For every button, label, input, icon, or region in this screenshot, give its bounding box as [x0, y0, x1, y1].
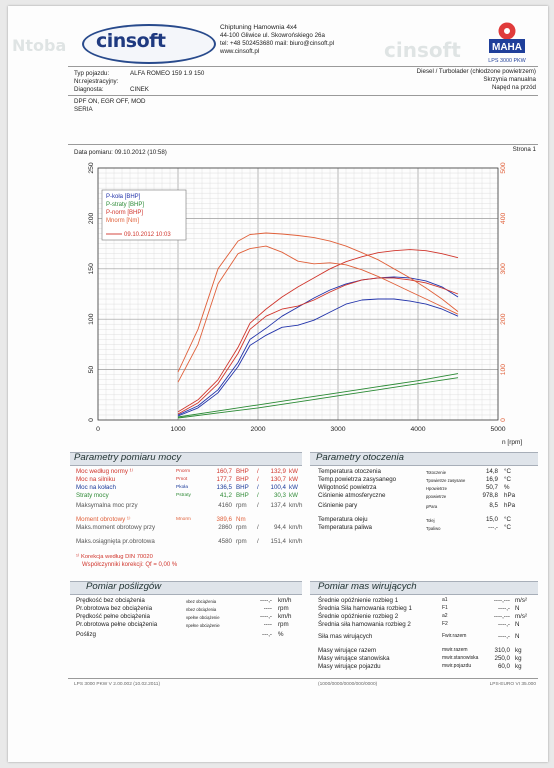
params-row-label: Straty mocy [76, 492, 109, 499]
params-row-unit: BHP [236, 484, 249, 491]
env-row-label: Ciśnienie pary [318, 502, 358, 509]
mass-row-value: ----,- [497, 605, 510, 612]
mass-row-unit: N [515, 633, 520, 640]
slip-row-unit: rpm [278, 605, 289, 612]
y-right-tick-label: 500 [500, 162, 507, 174]
x-axis-label: n [rpm] [502, 439, 523, 446]
env-row-symbol: pPara [426, 504, 438, 509]
x-tick-label: 4000 [410, 426, 426, 433]
mass-row-value: 310,0 [494, 647, 510, 654]
env-row-symbol: ppowietrze [426, 494, 447, 499]
mass-row-label: Masy wirujące razem [318, 647, 377, 654]
vehicle-type-label: Typ pojazdu: [74, 70, 110, 77]
params-row-value: 4580 [218, 538, 232, 545]
company-name: Chiptuning Hamownia 4x4 [220, 24, 297, 31]
slip-row-unit: km/h [278, 597, 292, 604]
env-row-symbol: Tolej [426, 518, 435, 523]
y-left-tick-label: 200 [88, 212, 95, 225]
params-row-separator: / [257, 538, 259, 545]
mass-row-unit: kg [515, 655, 522, 662]
mass-row-value: ----,--- [493, 597, 510, 604]
params-row-value-2: 151,4 [270, 538, 286, 545]
env-row-symbol: Totoczenie [426, 470, 447, 475]
background-watermark-left: Ntoba [12, 36, 67, 55]
mass-row-unit: kg [515, 647, 522, 654]
params-row-symbol: Pnorm [176, 469, 191, 474]
mass-row-label: Średnie opóźnienie rozbieg 1 [318, 597, 399, 604]
dyno-chart [72, 160, 542, 450]
company-website: www.cinsoft.pl [220, 48, 260, 55]
x-tick-label: 5000 [490, 426, 506, 433]
engine-type: Diesel / Turbolader (chłodzone powietrzem) [416, 68, 536, 75]
diagnostician-label: Diagnosta: [74, 86, 104, 93]
slip-row-unit: km/h [278, 613, 292, 620]
mass-row-value: 250,0 [494, 655, 510, 662]
params-row-unit-2: kW [289, 476, 298, 483]
slip-row-value: ----,- [259, 597, 272, 604]
series-line [178, 378, 458, 418]
y-left-tick-label: 50 [88, 365, 95, 374]
notes-line-2: SERIA [74, 106, 93, 113]
params-row-symbol: Pmot [176, 477, 188, 482]
page-number: Strona 1 [512, 146, 536, 153]
params-row-label: Moc na kołach [76, 484, 116, 491]
mass-row-symbol: mwir.pojazdu [442, 663, 472, 669]
info-divider [68, 95, 538, 96]
env-row-unit: °C [504, 516, 511, 523]
mass-row-value: ----,- [497, 621, 510, 628]
env-row-symbol: Tpowietrze zasysane [426, 478, 466, 483]
diagnostician-value: CINEK [130, 86, 149, 93]
x-tick-label: 0 [96, 426, 100, 433]
params-row-unit: rpm [236, 538, 247, 545]
env-row-value: 50,7 [485, 484, 498, 491]
env-title: Parametry otoczenia [316, 452, 404, 463]
report-sheet [8, 6, 548, 762]
env-row-unit: hPa [504, 502, 516, 509]
params-row-value: 160,7 [216, 468, 232, 475]
params-row-value-2: 100,4 [270, 484, 286, 491]
mass-row-label: Średnia Siła hamowania rozbieg 1 [318, 605, 412, 612]
drive-type: Napęd na przód [491, 84, 536, 91]
correction-factor: Współczynniki korekcji: Qf = 0,00 % [82, 562, 178, 568]
header-divider [68, 66, 538, 67]
params-row-separator: / [257, 476, 259, 483]
slip-row-symbol: npełne obciążenie [186, 623, 220, 628]
params-row-label: Maks.osiągnięta pr.obrotowa [76, 538, 155, 545]
params-row-unit-2: kW [289, 468, 298, 475]
slip-row-unit: % [278, 631, 284, 638]
slip-row-label: Pr.obrotowa bez obciążenia [76, 605, 153, 612]
chart-legend [102, 190, 186, 240]
x-tick-label: 1000 [170, 426, 186, 433]
mass-row-symbol: a1 [442, 597, 448, 603]
env-row-value: 14,8 [485, 468, 498, 475]
env-row-unit: °C [504, 468, 511, 475]
params-title: Parametry pomiaru mocy [74, 452, 182, 463]
slip-row-label: Prędkość pełne obciążenia [76, 613, 150, 620]
params-row-unit-2: km/h [289, 524, 303, 531]
mass-row-unit: N [515, 605, 520, 612]
gearbox-type: Skrzynia manualna [483, 76, 536, 83]
footer-serial: (1000/0000/0000/000/0000) [318, 682, 378, 687]
params-row-value: 177,7 [216, 476, 232, 483]
background-watermark-right: cinsoft [384, 38, 461, 62]
params-row-unit: rpm [236, 524, 247, 531]
slip-row-value: ---- [263, 605, 272, 612]
params-row-label: Moc na silniku [76, 476, 116, 483]
params-row-label: Maks.moment obrotowy przy [76, 524, 156, 531]
y-left-tick-label: 250 [88, 162, 95, 174]
params-row-unit: Nm [236, 516, 246, 523]
y-right-tick-label: 300 [500, 263, 507, 275]
legend-entry: P-koła [BHP] [106, 194, 141, 200]
y-right-tick-label: 100 [500, 363, 507, 376]
legend-entry: Mnorm [Nm] [106, 218, 139, 224]
company-contact: tel: +48 502453680 mail: biuro@cinsoft.pl [220, 40, 335, 47]
env-row-value: 978,8 [482, 492, 498, 499]
env-row-value: 8,5 [489, 502, 498, 509]
slip-row-value: ---,- [262, 631, 272, 638]
maha-model-text: LPS 3000 PKW [488, 58, 526, 64]
env-row-label: Temperatura oleju [318, 516, 368, 523]
cinsoft-logo: cinsoft [82, 24, 216, 64]
mass-row-unit: m/s² [515, 613, 528, 620]
vehicle-reg-label: Nr.rejestracyjny: [74, 78, 119, 85]
y-right-tick-label: 200 [500, 313, 507, 325]
env-row-label: Temperatura paliwa [318, 524, 372, 531]
mass-row-value: ----,--- [493, 613, 510, 620]
params-row-unit: BHP [236, 468, 249, 475]
env-row-label: Ciśnienie atmosferyczne [318, 492, 386, 499]
params-row-separator: / [257, 468, 259, 475]
y-left-tick-label: 100 [88, 313, 95, 325]
env-row-value: 15,0 [485, 516, 498, 523]
env-row-label: Temp.powietrza zasysanego [318, 476, 397, 483]
mass-row-label: Średnia siła hamowania rozbieg 2 [318, 621, 411, 628]
slip-row-label: Pr.obrotowa pełne obciążenia [76, 621, 158, 628]
measurement-date: Data pomiaru: 09.10.2012 (10:58) [74, 149, 167, 156]
mass-row-unit: kg [515, 663, 522, 670]
params-row-separator: / [257, 502, 259, 509]
chart-series [178, 233, 458, 418]
footer-module-version: LPS-EURO VI 35.000 [489, 682, 536, 687]
y-right-tick-label: 0 [500, 418, 507, 422]
y-left-tick-label: 150 [88, 263, 95, 275]
slip-row-label: Poślizg [76, 631, 96, 638]
env-row-label: Temperatura otoczenia [318, 468, 381, 475]
mass-row-unit: m/s² [515, 597, 528, 604]
mass-row-label: Masy wirujące stanowiska [318, 655, 390, 662]
env-row-unit: % [504, 484, 510, 491]
env-row-symbol: Hpowietrze [426, 486, 447, 491]
legend-entry: P-straty [BHP] [106, 202, 145, 208]
slip-title: Pomiar poślizgów [86, 581, 162, 592]
params-row-value: 2860 [218, 524, 232, 531]
correction-note: ¹⁾ Korekcja według DIN 70020 [76, 554, 153, 560]
params-row-value: 136,5 [216, 484, 232, 491]
params-row-label: Maksymalna moc przy [76, 502, 138, 509]
env-row-value: 16,9 [485, 476, 498, 483]
vehicle-type-value: ALFA ROMEO 159 1.9 150 [130, 70, 205, 77]
params-row-label: Moc według normy ¹⁾ [76, 468, 134, 475]
params-row-symbol: Pstraty [176, 493, 191, 498]
params-row-unit: BHP [236, 476, 249, 483]
params-row-unit-2: kW [289, 492, 298, 499]
params-row-value-2: 137,4 [270, 502, 286, 509]
env-row-symbol: Tpaliwo [426, 526, 441, 531]
slip-row-value: ---- [263, 621, 272, 628]
mass-row-label: Masy wirujące pojazdu [318, 663, 381, 670]
params-row-value-2: 130,7 [270, 476, 286, 483]
mass-row-unit: N [515, 621, 520, 628]
params-row-symbol: Pkoła [176, 485, 188, 490]
slip-row-symbol: vpełne obciążenie [186, 615, 220, 620]
y-right-tick-label: 400 [500, 212, 507, 225]
x-tick-label: 2000 [250, 426, 266, 433]
mass-row-label: Średnie opóźnienie rozbieg 2 [318, 613, 399, 620]
maha-logo [484, 20, 530, 66]
mass-row-value: 60,0 [497, 663, 510, 670]
slip-row-label: Prędkość bez obciążenia [76, 597, 145, 604]
footer-divider [68, 678, 538, 679]
mass-row-symbol: Fwir.razem [442, 633, 467, 639]
mass-row-symbol: F1 [442, 605, 448, 611]
maha-logo-text: MAHA [492, 42, 522, 53]
env-row-unit: °C [504, 524, 511, 531]
params-row-separator: / [257, 492, 259, 499]
params-row-label: Moment obrotowy ¹⁾ [76, 516, 131, 523]
env-row-value: ---,- [488, 524, 498, 531]
legend-date: 09.10.2012 10:03 [124, 232, 171, 238]
mass-row-symbol: mwir.stanowiska [442, 655, 479, 661]
params-row-separator: / [257, 484, 259, 491]
slip-row-unit: rpm [278, 621, 289, 628]
date-divider [68, 144, 538, 145]
slip-row-symbol: nbez obciążenia [186, 607, 217, 612]
params-row-value: 389,6 [216, 516, 232, 523]
mass-row-symbol: F2 [442, 621, 448, 627]
mass-row-label: Siła mas wirujących [318, 633, 373, 640]
params-row-value-2: 94,4 [273, 524, 286, 531]
env-row-unit: °C [504, 476, 511, 483]
notes-line-1: DPF ON, EGR OFF, MOD [74, 98, 146, 105]
mass-row-symbol: mwir.razem [442, 647, 468, 653]
params-row-unit-2: km/h [289, 538, 303, 545]
params-row-unit: rpm [236, 502, 247, 509]
params-row-unit-2: kW [289, 484, 298, 491]
params-row-separator: / [257, 524, 259, 531]
mass-title: Pomiar mas wirujących [318, 581, 417, 592]
y-left-tick-label: 0 [88, 418, 95, 422]
params-row-value-2: 30,3 [273, 492, 286, 499]
params-row-symbol: Mnorm [176, 517, 191, 522]
slip-row-symbol: vbez obciążenia [186, 599, 217, 604]
params-row-value-2: 132,9 [270, 468, 286, 475]
params-row-unit-2: km/h [289, 502, 303, 509]
x-tick-label: 3000 [330, 426, 346, 433]
params-row-unit: BHP [236, 492, 249, 499]
params-row-value: 41,2 [219, 492, 232, 499]
params-row-value: 4160 [218, 502, 232, 509]
legend-entry: P-norm [BHP] [106, 210, 144, 216]
slip-row-value: ----,- [259, 613, 272, 620]
series-line [178, 278, 458, 414]
mass-row-value: ----,- [497, 633, 510, 640]
footer-software-version: LPS 3000 PKW V 2.00.002 (10.02.2011) [74, 682, 161, 687]
env-row-label: Wilgotność powietrza [318, 484, 377, 491]
company-address: 44-100 Gliwice ul. Skowrońskiego 26a [220, 32, 325, 39]
env-row-unit: hPa [504, 492, 516, 499]
mass-row-symbol: a2 [442, 613, 448, 619]
